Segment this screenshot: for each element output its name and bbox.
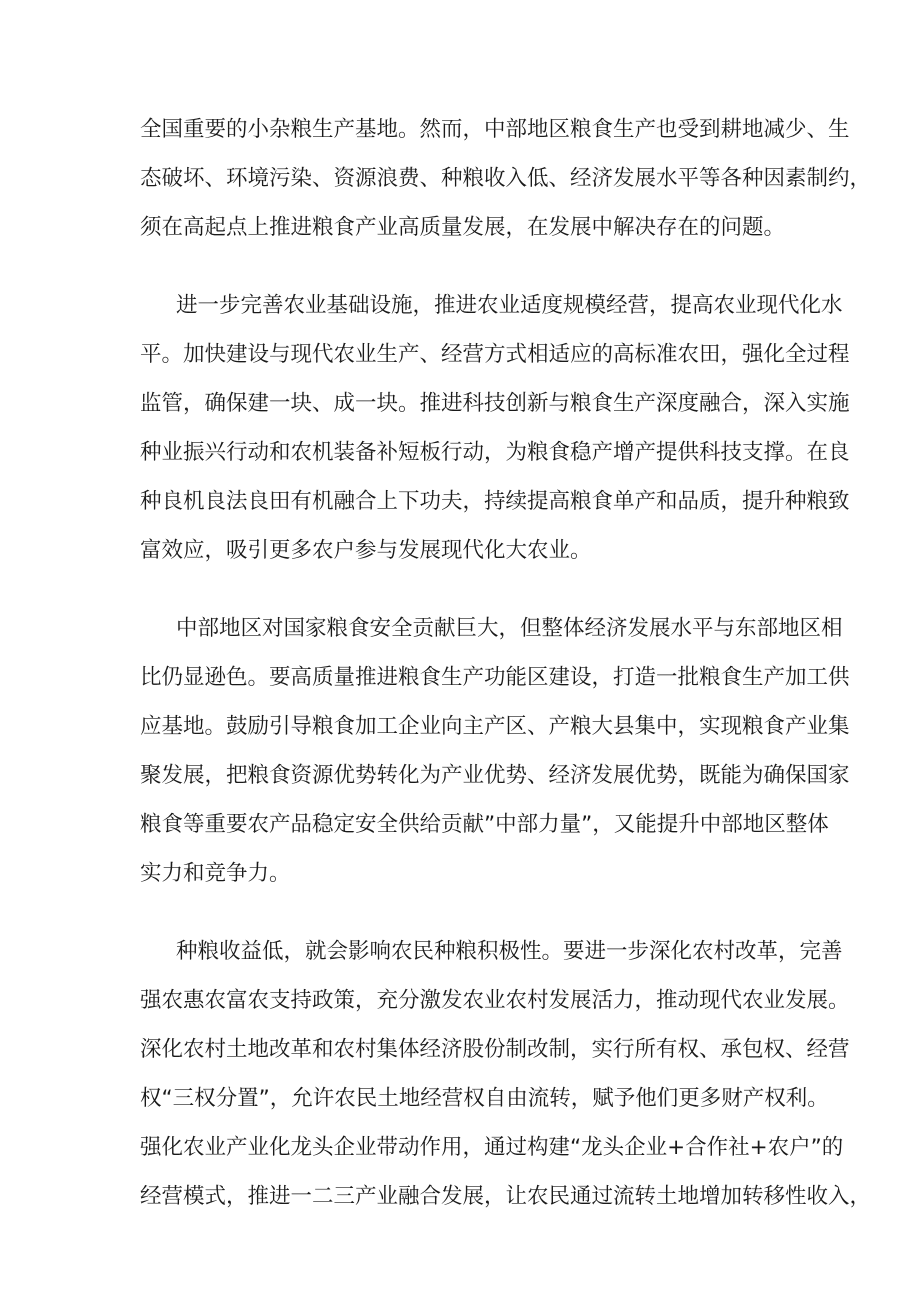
- paragraph-line: 比仍显逊色。要高质量推进粮食生产功能区建设，打造一批粮食生产加工供: [140, 665, 850, 690]
- paragraph-line: 种粮收益低，就会影响农民种粮积极性。要进一步深化农村改革，完善: [176, 939, 843, 964]
- paragraph-line: 聚发展，把粮食资源优势转化为产业优势、经济发展优势，既能为确保国家: [140, 763, 850, 788]
- paragraph-line: 深化农村土地改革和农村集体经济股份制改制，实行所有权、承包权、经营: [140, 1037, 850, 1062]
- paragraph-line: 应基地。鼓励引导粮食加工企业向主产区、产粮大县集中，实现粮食产业集: [140, 714, 850, 739]
- paragraph-line: 须在高起点上推进粮食产业高质量发展，在发展中解决存在的问题。: [140, 215, 786, 240]
- paragraph-line: 进一步完善农业基础设施，推进农业适度规模经营，提高农业现代化水: [176, 293, 843, 318]
- paragraph-line: 平。加快建设与现代农业生产、经营方式相适应的高标准农田，强化全过程: [140, 342, 850, 367]
- paragraph-line: 经营模式，推进一二三产业融合发展，让农民通过流转土地增加转移性收入，: [140, 1184, 872, 1209]
- paragraph-line: 富效应，吸引更多农户参与发展现代化大农业。: [140, 538, 592, 563]
- paragraph-line: 强农惠农富农支持政策，充分激发农业农村发展活力，推动现代农业发展。: [140, 988, 850, 1013]
- paragraph-line: 全国重要的小杂粮生产基地。然而，中部地区粮食生产也受到耕地减少、生: [140, 117, 850, 142]
- paragraph-line: 实力和竞争力。: [140, 861, 291, 886]
- paragraph-line: 态破坏、环境污染、资源浪费、种粮收入低、经济发展水平等各种因素制约，: [140, 166, 872, 191]
- paragraph-line: 权“三权分置”，允许农民土地经营权自由流转，赋予他们更多财产权利。: [140, 1086, 829, 1111]
- paragraph-line: 种良机良法良田有机融合上下功夫，持续提高粮食单产和品质，提升种粮致: [140, 489, 850, 514]
- paragraph-line: 种业振兴行动和农机装备补短板行动，为粮食稳产增产提供科技支撑。在良: [140, 440, 850, 465]
- paragraph-line: 监管，确保建一块、成一块。推进科技创新与粮食生产深度融合，深入实施: [140, 391, 850, 416]
- paragraph-line: 强化农业产业化龙头企业带动作用，通过构建“龙头企业+合作社+农户”的: [140, 1135, 844, 1160]
- paragraph-line: 中部地区对国家粮食安全贡献巨大，但整体经济发展水平与东部地区相: [176, 616, 843, 641]
- paragraph-line: 粮食等重要农产品稳定安全供给贡献”中部力量”，又能提升中部地区整体: [140, 812, 829, 837]
